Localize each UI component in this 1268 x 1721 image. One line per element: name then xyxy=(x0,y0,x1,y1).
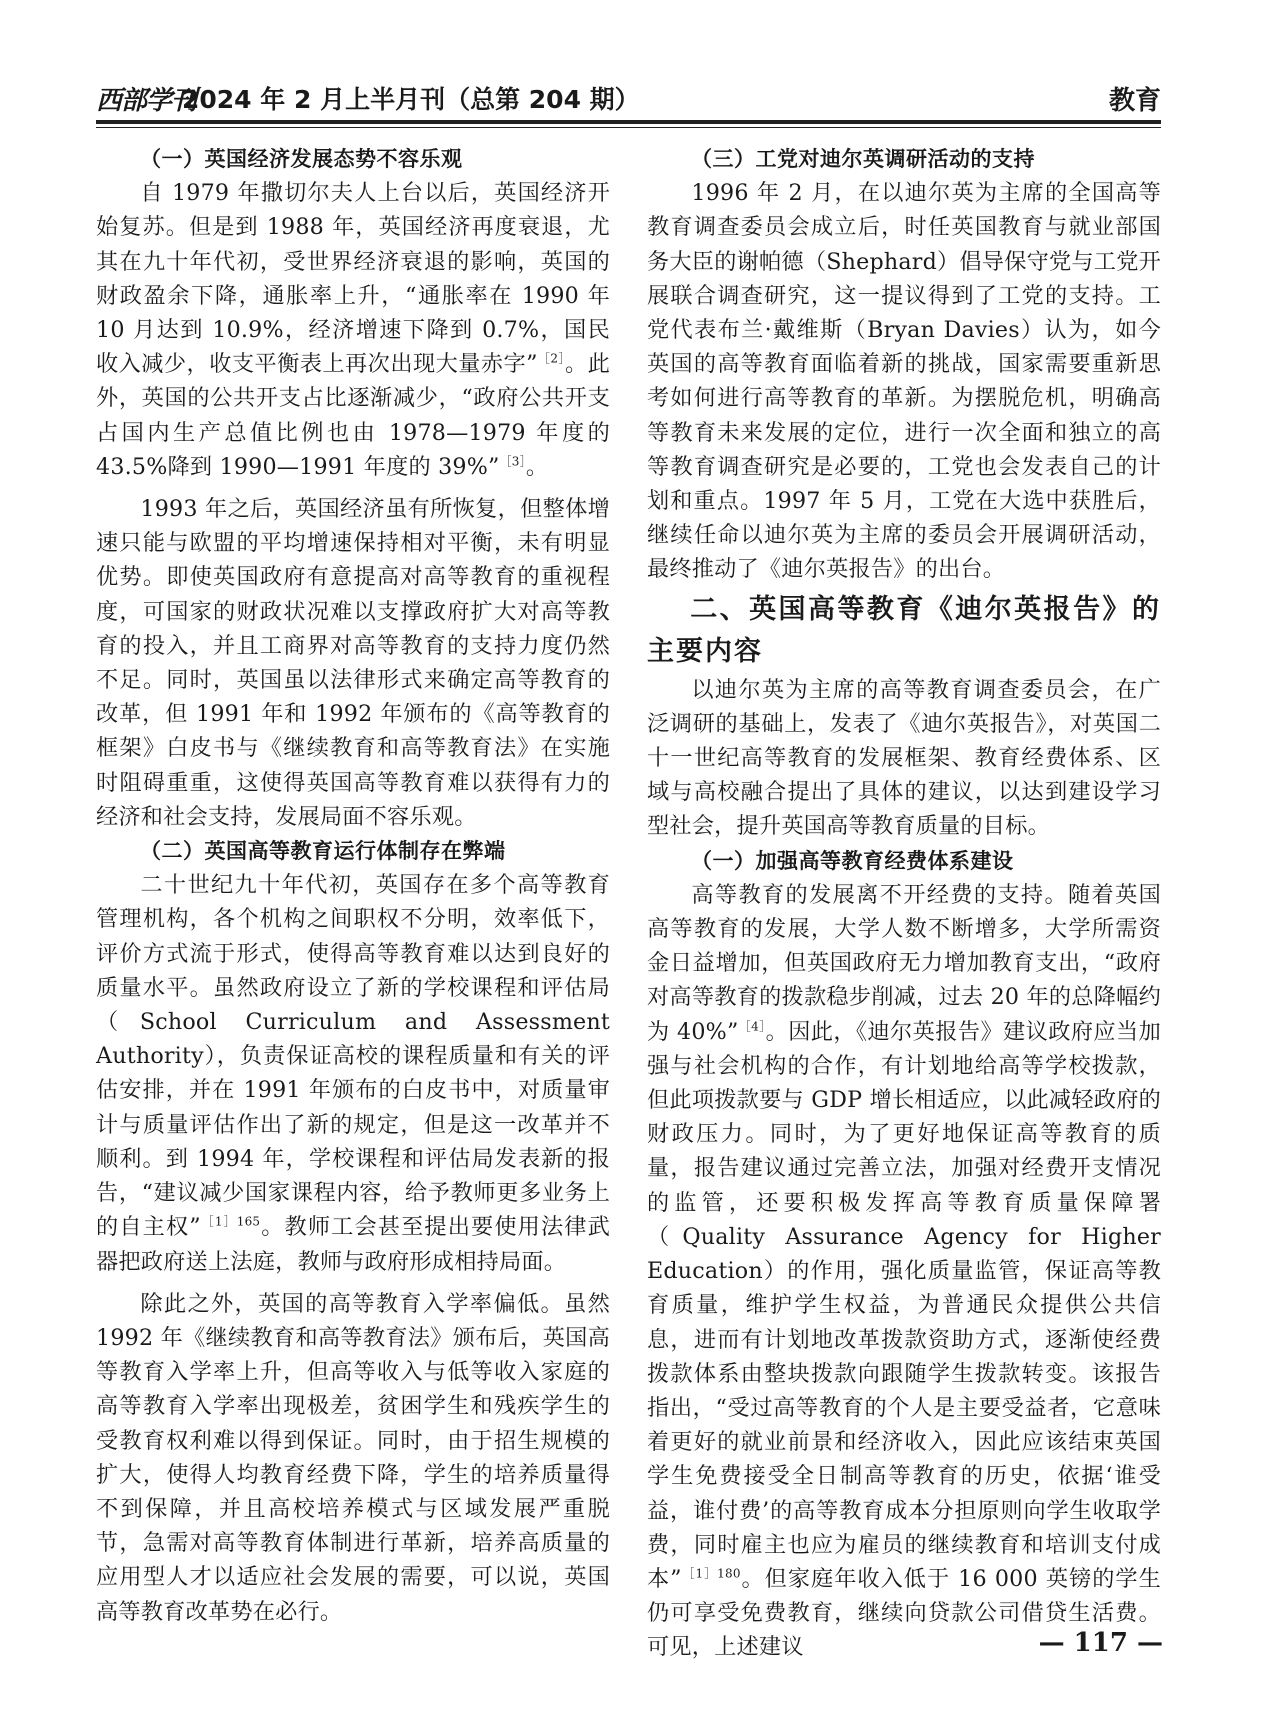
subheading-labour: （三）工党对迪尔英调研活动的支持 xyxy=(691,147,1035,171)
header-rule xyxy=(96,120,1161,128)
paragraph-economy-2: 1993 年之后，英国经济虽有所恢复，但整体增速只能与欧盟的平均增速保持相对平衡，未有明显优势。即使英国政府有意提高对高等教育的重视程度，可国家的财政状况难以支撑政府扩大对高等教育的投入，并且工商界对高等教育的支持力度仍然不足。同时，英国虽以法律形式来确定高等教育的改革，但 1991 年和 1992 年颁布的《高等教育的框架》白皮书与《继续教育和高等教育法》在实施时阻碍重重，这使得英国高等教育难以获得有力的经济和社会支持，发展局面不容乐观。 xyxy=(96,496,610,830)
paragraph-system-1: 二十世纪九十年代初，英国存在多个高等教育管理机构，各个机构之间职权不分明，效率低下，评价方式流于形式，使得高等教育难以达到良好的质量水平。虽然政府设立了新的学校课程和评估局（School Curriculum and Assessment Authority），负责保证高校的课程质量和有关的评估安排，并在 1991 年颁布的白皮书中，对质量审计与质量评估作出了新的规定，但是这一改革并不顺利。到 1994 年，学校课程和评估局发表新的报告，“建议减少国家课程内容，给予教师更多业务上的自主权”$^{[1]165}$。教师工会甚至提出要使用法律武器把政府送上法庭，教师与政府形成相持局面。 xyxy=(96,872,610,1275)
subheading-economy: （一）英国经济发展态势不容乐观 xyxy=(140,147,463,171)
running-header xyxy=(96,78,1161,124)
left-column xyxy=(96,142,610,1629)
section-label: 教育 xyxy=(1108,86,1161,116)
journal-logo: 西部学刊 xyxy=(96,86,197,116)
paragraph-economy-1: 自 1979 年撒切尔夫人上台以后，英国经济开始复苏。但是到 1988 年，英国经济再度衰退，尤其在九十年代初，受世界经济衰退的影响，英国的财政盈余下降，通胀率上升，“通胀率在 1990 年 10 月达到 10.9%，经济增速下降到 0.7%，国民收入减少，收支平衡表上再次出现大量赤字”$^{[2]}$。此外，英国的公共开支占比逐渐减少，“政府公共开支占国内生产总值比例也由 1978—1979 年度的 43.5%降到 1990—1991 年度的 39%”$^{[3]}$。 xyxy=(96,180,610,480)
subheading-funding: （一）加强高等教育经费体系建设 xyxy=(691,848,1014,873)
paragraph-funding: 高等教育的发展离不开经费的支持。随着英国高等教育的发展，大学人数不断增多，大学所需资金日益增加，但英国政府无力增加教育支出，“政府对高等教育的拨款稳步削减，过去 20 年的总降幅约为 40%”$^{[4]}$。因此，《迪尔英报告》建议政府应当加强与社会机构的合作，有计划地给高等学校拨款，但此项拨款要与 GDP 增长相适应，以此减轻政府的财政压力。同时，为了更好地保证高等教育的质量，报告建议通过完善立法，加强对经费开支情况的监管，还要积极发挥高等教育质量保障署（Quality Assurance Agency for Higher Education）的作用，强化质量监管，保证高等教育质量，维护学生权益，为普通民众提供公共信息，进而有计划地改革拨款资助方式，逐渐使经费拨款体系由整块拨款向跟随学生拨款转变。该报告指出，“受过高等教育的个人是主要受益者，它意味着更好的就业前景和经济收入，因此应该结束英国学生免费接受全日制高等教育的历史，依据‘谁受益，谁付费’的高等教育成本分担原则向学生收取学费，同时雇主也应为雇员的继续教育和培训支付成本”$^{[1]180}$。但家庭年收入低于 16 000 英镑的学生仍可享受免费教育，继续向贷款公司借贷生活费。可见，上述建议 xyxy=(647,881,1161,1661)
section-heading-report: 二、英国高等教育《迪尔英报告》的主要内容 xyxy=(647,593,1161,667)
right-column xyxy=(647,142,1161,1665)
subheading-system: （二）英国高等教育运行体制存在弊端 xyxy=(140,839,506,864)
issue-info: 2024 年 2 月上半月刊（总第 204 期） xyxy=(182,85,640,114)
paragraph-system-2: 除此之外，英国的高等教育入学率偏低。虽然 1992 年《继续教育和高等教育法》颁布后，英国高等教育入学率上升，但高等收入与低等收入家庭的高等教育入学率出现极差，贫困学生和残疾学生的受教育权利难以得到保证。同时，由于招生规模的扩大，使得人均教育经费下降，学生的培养质量得不到保障，并且高校培养模式与区域发展严重脱节，急需对高等教育体制进行革新，培养高质量的应用型人才以适应社会发展的需要，可以说，英国高等教育改革势在必行。 xyxy=(96,1290,610,1625)
paragraph-labour: 1996 年 2 月，在以迪尔英为主席的全国高等教育调查委员会成立后，时任英国教育与就业部国务大臣的谢帕德（Shephard）倡导保守党与工党开展联合调查研究，这一提议得到了工党的支持。工党代表布兰·戴维斯（Bryan Davies）认为，如今英国的高等教育面临着新的挑战，国家需要重新思考如何进行高等教育的革新。为摆脱危机，明确高等教育未来发展的定位，进行一次全面和独立的高等教育调查研究是必要的，工党也会发表自己的计划和重点。1997 年 5 月，工党在大选中获胜后，继续任命以迪尔英为主席的委员会开展调研活动，最终推动了《迪尔英报告》的出台。 xyxy=(647,180,1161,583)
paragraph-report-intro: 以迪尔英为主席的高等教育调查委员会，在广泛调研的基础上，发表了《迪尔英报告》，对英国二十一世纪高等教育的发展框架、教育经费体系、区域与高校融合提出了具体的建议，以达到建设学习型社会，提升英国高等教育质量的目标。 xyxy=(647,676,1161,840)
page-number: — 117 — xyxy=(1038,1628,1163,1658)
